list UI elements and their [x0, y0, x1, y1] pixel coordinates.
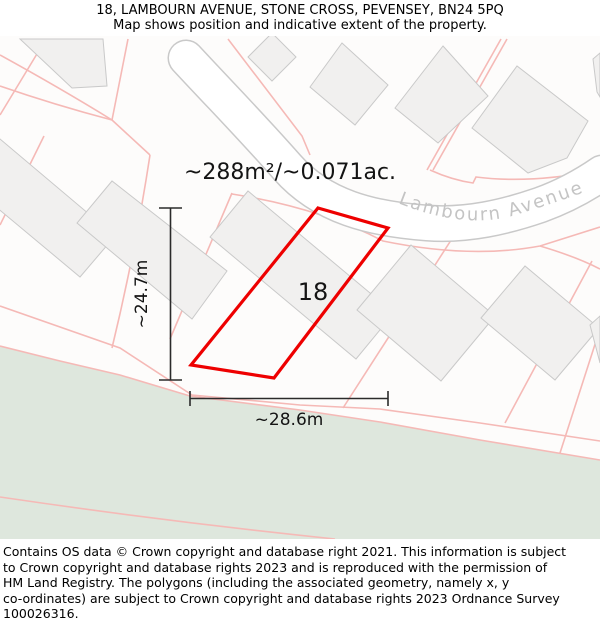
footer-line: HM Land Registry. The polygons (including the associated geometry, namely x, y	[3, 575, 510, 591]
street-label: Lambourn Avenue	[396, 176, 587, 226]
footer-line: Contains OS data © Crown copyright and database right 2021. This information is subject	[3, 544, 567, 559]
dimension-width-label: ~28.6m	[254, 410, 324, 430]
area-label: ~288m²/~0.071ac.	[183, 160, 397, 185]
copyright-footer	[0, 539, 600, 622]
plot-number-label: 18	[297, 278, 329, 306]
page-subtitle: Map shows position and indicative extent of the property.	[113, 18, 487, 33]
page-title: 18, LAMBOURN AVENUE, STONE CROSS, PEVENSEY, BN24 5PQ	[96, 3, 504, 18]
map-svg	[0, 36, 600, 539]
page-header	[0, 0, 600, 36]
footer-line: to Crown copyright and database rights 2023 and is reproduced with the permission of	[3, 559, 548, 575]
footer-line: 100026316.	[3, 606, 79, 622]
property-map	[0, 36, 600, 539]
dimension-height-label: ~24.7m	[132, 259, 152, 329]
footer-line: co-ordinates) are subject to Crown copyright and database rights 2023 Ordnance Survey	[3, 590, 560, 606]
